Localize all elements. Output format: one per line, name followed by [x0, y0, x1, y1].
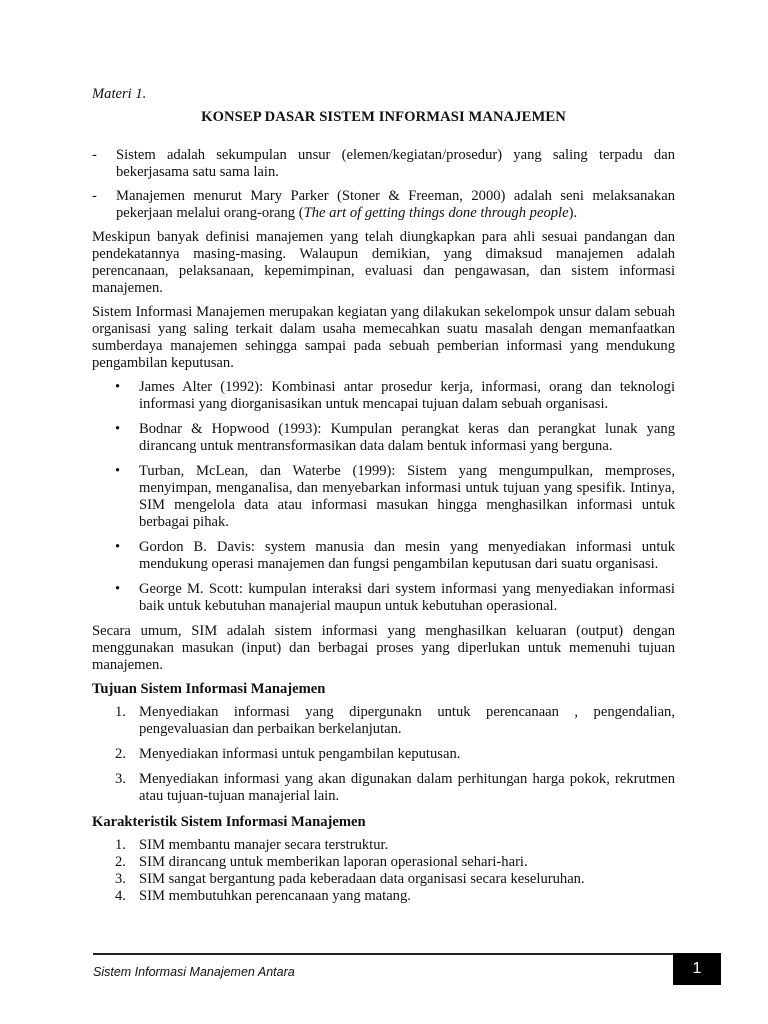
section-heading-tujuan: Tujuan Sistem Informasi Manajemen	[92, 681, 326, 697]
dash-item-text: Manajemen menurut Mary Parker (Stoner & Freeman, 2000) adalah seni melaksanakan pekerjaan melalui orang-orang (	[116, 188, 675, 221]
bullet-marker: •	[115, 539, 121, 555]
list-item	[92, 746, 675, 763]
list-number: 4.	[115, 888, 126, 904]
list-number: 3.	[115, 871, 126, 887]
list-item-text: SIM membutuhkan perencanaan yang matang.	[139, 888, 411, 904]
dash-marker: -	[92, 188, 97, 204]
bullet-marker: •	[115, 379, 121, 395]
list-item-text: Menyediakan informasi untuk pengambilan keputusan.	[139, 746, 461, 762]
paragraph: Meskipun banyak definisi manajemen yang telah diungkapkan para ahli sesuai pandangan dan pendekatannya masing-masing. Walaupun demikian, yang dimaksud manajemen adalah perencanaan, pelaksanaan, kepemimpinan, evaluasi dan pengawasan, dan sistem informasi manajemen.	[92, 229, 675, 296]
list-item-text: SIM sangat bergantung pada keberadaan data organisasi secara keseluruhan.	[139, 871, 585, 887]
list-item	[92, 539, 675, 573]
list-item	[92, 837, 675, 854]
materi-label: Materi 1.	[92, 86, 147, 102]
list-item-text: Gordon B. Davis: system manusia dan mesin yang menyediakan informasi untuk mendukung operasi manajemen dan fungsi pengambilan keputusan dari suatu organisasi.	[139, 539, 675, 572]
karakteristik-list	[92, 837, 675, 905]
list-item	[92, 379, 675, 413]
footer-title: Sistem Informasi Manajemen Antara	[93, 965, 295, 979]
list-item	[92, 871, 675, 888]
list-item-text: SIM membantu manajer secara terstruktur.	[139, 837, 389, 853]
list-item	[92, 888, 675, 905]
list-item	[92, 421, 675, 455]
list-item-text: SIM dirancang untuk memberikan laporan operasional sehari-hari.	[139, 854, 528, 870]
list-item	[92, 704, 675, 738]
list-number: 1.	[115, 837, 126, 853]
tujuan-list	[92, 704, 675, 805]
paragraph: Sistem Informasi Manajemen merupakan kegiatan yang dilakukan sekelompok unsur dalam sebuah organisasi yang saling terkait dalam usaha memecahkan suatu masalah dengan memanfaatkan sumberdaya manajemen sehingga sampai pada sebuah pemberian informasi yang mendukung pengambilan keputusan.	[92, 304, 675, 371]
definition-list	[92, 379, 675, 615]
list-item-text: George M. Scott: kumpulan interaksi dari system informasi yang menyediakan informasi baik untuk kebutuhan manajerial maupun untuk kebutuhan operasional.	[139, 581, 675, 614]
list-item	[92, 463, 675, 531]
dash-item-text-end: ).	[568, 205, 578, 221]
dash-item-italic-text: The art of getting things done through people	[303, 205, 569, 221]
bullet-marker: •	[115, 421, 121, 437]
section-heading-karakteristik: Karakteristik Sistem Informasi Manajemen	[92, 814, 366, 830]
dash-item-text: Sistem adalah sekumpulan unsur (elemen/kegiatan/prosedur) yang saling terpadu dan bekerjasama satu sama lain.	[116, 147, 675, 180]
list-item	[92, 854, 675, 871]
list-item	[92, 581, 675, 615]
paragraph: Secara umum, SIM adalah sistem informasi yang menghasilkan keluaran (output) dengan menggunakan masukan (input) dan berbagai proses yang diperlukan untuk memenuhi tujuan manajemen.	[92, 623, 675, 673]
list-number: 1.	[115, 704, 126, 720]
list-number: 3.	[115, 771, 126, 787]
footer-divider	[93, 953, 720, 955]
list-number: 2.	[115, 746, 126, 762]
document-title: KONSEP DASAR SISTEM INFORMASI MANAJEMEN	[201, 109, 566, 125]
page-number: 1	[692, 960, 702, 977]
bullet-marker: •	[115, 463, 121, 479]
list-item-text: Menyediakan informasi yang akan digunakan dalam perhitungan harga pokok, rekrutmen atau tujuan-tujuan manajerial lain.	[139, 771, 675, 804]
list-item	[92, 771, 675, 805]
list-item-text: Turban, McLean, dan Waterbe (1999): Sistem yang mengumpulkan, memproses, menyimpan, menganalisa, dan menyebarkan informasi untuk tujuan yang spesifik. Intinya, SIM mengelola data atau informasi masukan hingga menghasilkan informasi untuk berbagai pihak.	[139, 463, 675, 530]
dash-item	[92, 188, 675, 222]
list-item-text: James Alter (1992): Kombinasi antar prosedur kerja, informasi, orang dan teknologi informasi yang diorganisasikan untuk mencapai tujuan dalam sebuah organisasi.	[139, 379, 675, 412]
document-body	[92, 86, 675, 914]
bullet-marker: •	[115, 581, 121, 597]
page-number-box	[673, 953, 721, 985]
dash-item	[92, 147, 675, 181]
dash-marker: -	[92, 147, 97, 163]
list-item-text: Bodnar & Hopwood (1993): Kumpulan perangkat keras dan perangkat lunak yang dirancang untuk mentransformasikan data dalam bentuk informasi yang berguna.	[139, 421, 675, 454]
list-number: 2.	[115, 854, 126, 870]
list-item-text: Menyediakan informasi yang dipergunakn untuk perencanaan , pengendalian, pengevaluasian dan perbaikan berkelanjutan.	[139, 704, 675, 737]
